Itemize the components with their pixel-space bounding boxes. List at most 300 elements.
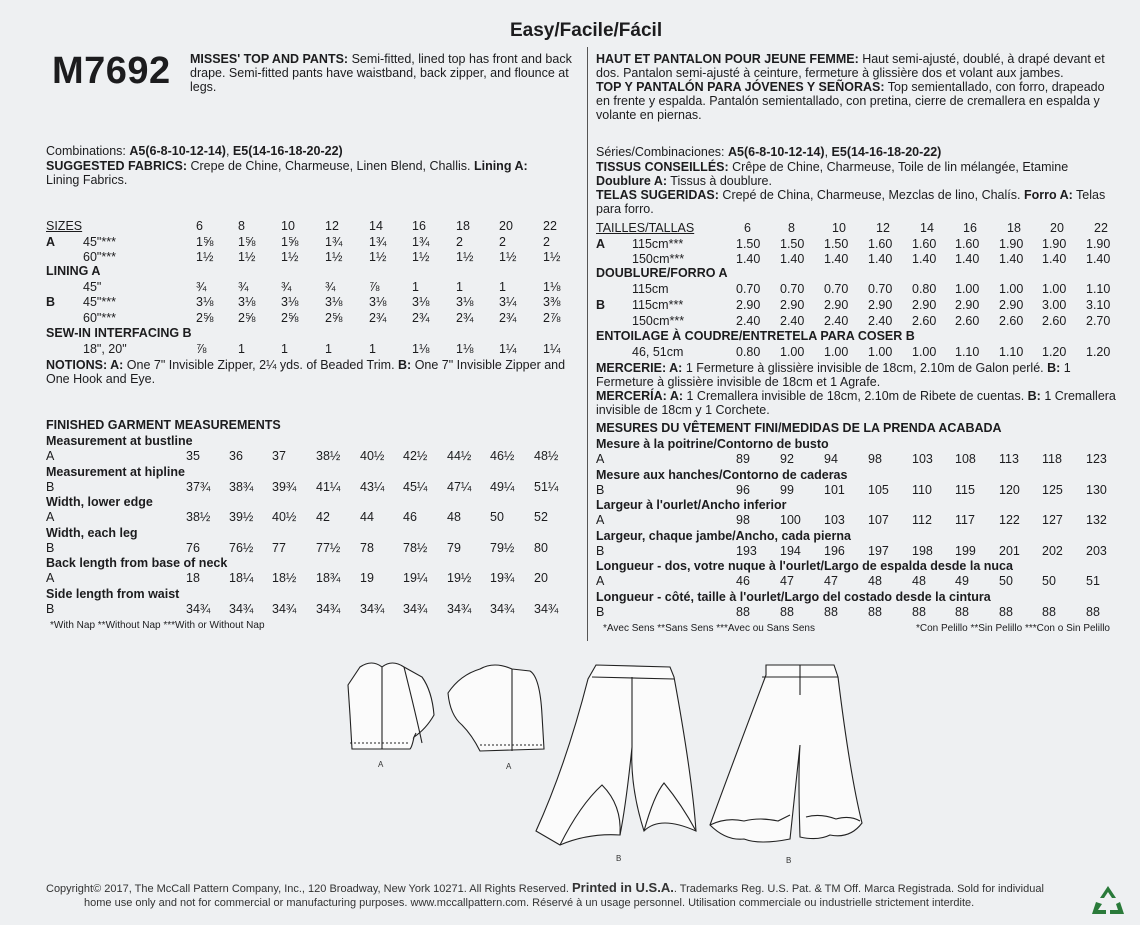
fr-row-width: 46, 51cm	[632, 345, 684, 359]
fr-measure-cell: 127	[1042, 513, 1063, 528]
en-fabrics: SUGGESTED FABRICS: Crepe de Chine, Charmeuse, Linen Blend, Challis. Lining A: Lining Fabrics.	[46, 159, 528, 187]
en-measure-cell: 43¼	[360, 479, 385, 494]
fr-yardage-cell: 1.90	[1042, 237, 1067, 251]
en-measure-view: A	[46, 449, 55, 463]
fr-size-header-18: 18	[1007, 221, 1021, 235]
en-yardage-cell: 1¼	[499, 342, 517, 356]
fr-measure-cell: 46	[736, 574, 750, 589]
en-yardage-cell: 1¼	[543, 342, 561, 356]
fr-yardage-cell: 1.50	[780, 237, 805, 251]
en-measure-cell: 38½	[186, 510, 211, 525]
size-header-6: 6	[196, 219, 203, 233]
fr-measure-cell: 197	[868, 543, 889, 558]
en-measure-cell: 48	[447, 510, 461, 525]
fr-measure-view: B	[596, 605, 605, 619]
fr-measure-cell: 199	[955, 543, 976, 558]
en-yardage-cell: 1½	[281, 250, 299, 264]
en-yardage-cell: 3¼	[499, 295, 517, 309]
fr-measure-cell: 98	[736, 513, 750, 528]
en-measure-cell: 42½	[403, 449, 428, 463]
fr-yardage-cell: 1.40	[912, 252, 937, 266]
en-measure-cell: 34¾	[360, 602, 385, 616]
fr-size-header-16: 16	[963, 221, 977, 235]
en-yardage-cell: 3⅜	[543, 295, 561, 309]
en-yardage-cell: ⅞	[369, 280, 380, 294]
fr-measure-cell: 88	[736, 605, 750, 619]
fr-measure-cell: 100	[780, 513, 801, 528]
en-measure-cell: 49¼	[490, 479, 515, 494]
fr-row-width: 115cm***	[632, 298, 684, 312]
fr-yardage-cell: 1.50	[736, 237, 761, 251]
fr-yardage-cell: 3.10	[1086, 298, 1111, 312]
fr-yardage-cell: 2.90	[780, 298, 805, 312]
fr-yardage-cell: 1.00	[780, 345, 805, 359]
en-yardage-cell: 2	[543, 235, 550, 249]
fr-yardage-cell: 2.40	[868, 314, 893, 328]
fr-row-view: ENTOILAGE À COUDRE/ENTRETELA PARA COSER B	[596, 329, 915, 343]
fr-measure-view: B	[596, 482, 605, 497]
fr-yardage-cell: 2.40	[736, 314, 761, 328]
en-measure-cell: 20	[534, 571, 548, 586]
fr-row-view: B	[596, 298, 606, 312]
fr-yardage-cell: 1.60	[955, 237, 980, 251]
fr-measure-cell: 49	[955, 574, 969, 589]
es-nap-note: *Con Pelillo **Sin Pelillo ***Con o Sin Pelillo	[916, 623, 1110, 634]
fr-yardage-cell: 2.40	[824, 314, 849, 328]
en-yardage-cell: 1⅝	[196, 235, 214, 249]
en-row-view: B	[46, 295, 56, 309]
en-measure-cell: 39½	[229, 510, 254, 525]
fr-measure-cell: 94	[824, 452, 838, 466]
en-measure-cell: 40½	[272, 510, 297, 525]
fr-finished-title: MESURES DU VÊTEMENT FINI/MEDIDAS DE LA PRENDA ACABADA	[596, 421, 1002, 435]
en-row-width: 60"***	[83, 250, 116, 264]
label-top-a-back: A	[506, 762, 512, 771]
en-yardage-cell: 3⅛	[281, 295, 299, 309]
copyright-line-1: Copyright© 2017, The McCall Pattern Company, Inc., 120 Broadway, New York 10271. All Rights Reserved. Printed in U.S.A.. Trademarks Reg. U.S. Pat. & TM Off. Marca Registrada. Sold for individual	[46, 880, 1044, 895]
en-row-width: 18", 20"	[83, 342, 127, 356]
fr-measure-cell: 201	[999, 543, 1020, 558]
en-yardage-cell: ¾	[238, 280, 249, 294]
en-measure-label: Measurement at hipline	[46, 464, 185, 479]
fr-measure-cell: 88	[955, 605, 969, 619]
en-measure-cell: 46	[403, 510, 417, 525]
fr-measure-cell: 50	[1042, 574, 1056, 589]
en-measure-cell: 44	[360, 510, 374, 525]
fr-yardage-cell: 1.00	[1042, 282, 1067, 296]
fr-measure-cell: 202	[1042, 543, 1063, 558]
en-yardage-cell: ¾	[325, 280, 336, 294]
fr-measure-cell: 103	[824, 513, 845, 528]
en-yardage-cell: 1⅛	[543, 280, 561, 294]
en-measure-label: Width, lower edge	[46, 495, 153, 510]
en-measure-cell: 18	[186, 571, 200, 586]
en-measure-cell: 39¾	[272, 479, 297, 494]
fr-yardage-cell: 0.70	[780, 282, 805, 296]
fr-yardage-cell: 1.10	[999, 345, 1024, 359]
fr-yardage-cell: 1.00	[912, 345, 937, 359]
en-yardage-cell: 2⅝	[238, 311, 256, 325]
size-header-10: 10	[281, 219, 295, 233]
fr-measure-label: Longueur - dos, votre nuque à l'ourlet/Largo de espalda desde la nuca	[596, 559, 1013, 574]
en-measure-view: B	[46, 602, 55, 616]
en-measure-cell: 50	[490, 510, 504, 525]
en-row-width: 45"***	[83, 235, 116, 249]
size-header-8: 8	[238, 219, 245, 233]
size-header-16: 16	[412, 219, 426, 233]
en-row-view: SEW-IN INTERFACING B	[46, 326, 192, 340]
en-measure-cell: 37	[272, 449, 286, 463]
fr-measure-cell: 132	[1086, 513, 1107, 528]
en-yardage-cell: 1	[281, 342, 288, 356]
en-row-width: 45"***	[83, 295, 116, 309]
en-yardage-cell: ⅞	[196, 342, 207, 356]
en-measure-cell: 45¼	[403, 479, 428, 494]
fr-measure-cell: 113	[999, 452, 1019, 466]
en-measure-view: B	[46, 479, 55, 494]
fr-yardage-cell: 0.80	[912, 282, 937, 296]
en-measure-cell: 18½	[272, 571, 297, 586]
en-measure-cell: 34¾	[316, 602, 341, 616]
fr-measure-cell: 112	[912, 513, 932, 528]
fr-yardage-cell: 2.90	[868, 298, 893, 312]
en-measure-cell: 79	[447, 540, 461, 555]
fr-measure-label: Largeur, chaque jambe/Ancho, cada pierna	[596, 528, 851, 543]
fr-yardage-cell: 2.40	[780, 314, 805, 328]
en-description: MISSES' TOP AND PANTS: Semi-fitted, lined top has front and back drape. Semi-fitted pants have waistband, back zipper, and flounce at legs.	[190, 52, 572, 94]
en-measure-cell: 34¾	[447, 602, 472, 616]
en-measure-cell: 52	[534, 510, 548, 525]
en-yardage-cell: 1⅛	[456, 342, 474, 356]
en-measure-cell: 34¾	[534, 602, 559, 616]
en-yardage-cell: 1⅝	[238, 235, 256, 249]
fr-measure-cell: 88	[999, 605, 1013, 619]
en-measure-cell: 42	[316, 510, 330, 525]
fr-measure-cell: 120	[999, 482, 1020, 497]
fr-measure-cell: 47	[780, 574, 794, 589]
en-yardage-cell: 1	[238, 342, 245, 356]
fr-measure-cell: 88	[1042, 605, 1056, 619]
en-yardage-cell: 1	[369, 342, 376, 356]
en-yardage-cell: 2⅝	[281, 311, 299, 325]
en-yardage-cell: 1½	[325, 250, 343, 264]
en-yardage-cell: ¾	[196, 280, 207, 294]
en-yardage-cell: ¾	[281, 280, 292, 294]
en-yardage-cell: 2¾	[412, 311, 430, 325]
fr-measure-cell: 115	[955, 482, 975, 497]
fr-measure-cell: 196	[824, 543, 845, 558]
fr-yardage-cell: 1.40	[868, 252, 893, 266]
fr-yardage-cell: 0.70	[736, 282, 761, 296]
en-yardage-cell: 2¾	[456, 311, 474, 325]
en-yardage-cell: 1⅛	[412, 342, 430, 356]
fr-size-header-6: 6	[744, 221, 751, 235]
fr-yardage-cell: 0.80	[736, 345, 761, 359]
fr-yardage-cell: 2.60	[1042, 314, 1067, 328]
en-measure-view: A	[46, 571, 55, 586]
fr-measure-cell: 118	[1042, 452, 1062, 466]
fr-measure-cell: 92	[780, 452, 794, 466]
fr-measure-cell: 117	[955, 513, 975, 528]
en-measure-cell: 34¾	[186, 602, 211, 616]
fr-yardage-cell: 1.40	[1042, 252, 1067, 266]
fr-measure-label: Mesure à la poitrine/Contorno de busto	[596, 437, 829, 451]
top-a-front-drawing	[348, 663, 434, 749]
size-header-12: 12	[325, 219, 339, 233]
en-yardage-cell: 3⅛	[369, 295, 387, 309]
fr-measure-view: B	[596, 543, 605, 558]
en-measure-cell: 40½	[360, 449, 385, 463]
fr-measure-cell: 203	[1086, 543, 1107, 558]
en-measure-cell: 38¾	[229, 479, 254, 494]
fr-fabrics: TISSUS CONSEILLÉS: Crêpe de Chine, Charmeuse, Toile de lin mélangée, Etamine Doublure A: Tissus à doublure. TELAS SUGERIDAS: Crepé de China, Charmeuse, Mezclas de lino, Chalís. Forro A: Telas para forro.	[596, 160, 1106, 216]
en-measure-cell: 77	[272, 540, 286, 555]
size-header-14: 14	[369, 219, 383, 233]
en-measure-cell: 35	[186, 449, 200, 463]
fr-measure-cell: 89	[736, 452, 750, 466]
fr-combinations: Séries/Combinaciones: A5(6-8-10-12-14), E5(14-16-18-20-22)	[596, 145, 942, 159]
en-measure-cell: 51¼	[534, 479, 559, 494]
fr-measure-cell: 98	[868, 452, 882, 466]
en-yardage-cell: 1	[412, 280, 419, 294]
fr-yardage-cell: 3.00	[1042, 298, 1067, 312]
fr-row-view: A	[596, 237, 606, 251]
fr-yardage-cell: 2.90	[999, 298, 1024, 312]
fr-size-header-8: 8	[788, 221, 795, 235]
size-header-18: 18	[456, 219, 470, 233]
en-yardage-cell: 3⅛	[456, 295, 474, 309]
en-yardage-cell: 1½	[196, 250, 214, 264]
en-yardage-cell: 1	[456, 280, 463, 294]
fr-yardage-cell: 0.70	[868, 282, 893, 296]
en-measure-cell: 78½	[403, 540, 428, 555]
top-a-back-drawing	[448, 665, 544, 751]
en-measure-cell: 19	[360, 571, 374, 586]
en-yardage-cell: 1	[499, 280, 506, 294]
garment-illustrations	[330, 655, 870, 865]
en-row-width: 45"	[83, 280, 102, 294]
label-pants-b-back: B	[786, 856, 792, 865]
fr-measure-cell: 108	[955, 452, 976, 466]
fr-measure-cell: 99	[780, 482, 794, 497]
fr-yardage-cell: 1.10	[955, 345, 980, 359]
fr-yardage-cell: 1.60	[868, 237, 893, 251]
fr-yardage-cell: 1.20	[1086, 345, 1111, 359]
en-measure-label: Side length from waist	[46, 587, 180, 601]
en-yardage-cell: 2	[499, 235, 506, 249]
fr-size-header-22: 22	[1094, 221, 1108, 235]
en-yardage-cell: 3⅛	[325, 295, 343, 309]
en-measure-cell: 34¾	[272, 602, 297, 616]
en-yardage-cell: 3⅛	[412, 295, 430, 309]
label-top-a: A	[378, 760, 384, 769]
fr-sizes-label: TAILLES/TALLAS	[596, 221, 695, 235]
en-measure-label: Measurement at bustline	[46, 434, 193, 448]
en-measure-cell: 19¾	[490, 571, 515, 586]
fr-measure-cell: 96	[736, 482, 750, 497]
column-divider	[587, 47, 588, 641]
pattern-number: M7692	[52, 50, 171, 92]
fr-measure-cell: 125	[1042, 482, 1063, 497]
fr-measure-view: A	[596, 513, 605, 528]
fr-yardage-cell: 2.70	[1086, 314, 1111, 328]
fr-measure-cell: 122	[999, 513, 1020, 528]
copyright-line-2: home use only and not for commercial or manufacturing purposes. www.mccallpattern.com. Réservé à un usage personnel. Utilisation commerciale ou industrielle strictement interdite.	[84, 897, 975, 909]
recycle-icon	[1090, 884, 1126, 918]
fr-measure-cell: 48	[868, 574, 882, 589]
fr-yardage-cell: 1.90	[999, 237, 1024, 251]
en-measure-cell: 18¼	[229, 571, 254, 586]
en-measure-view: B	[46, 540, 55, 555]
fr-measure-cell: 107	[868, 513, 889, 528]
en-measure-cell: 76½	[229, 540, 254, 555]
en-measure-cell: 77½	[316, 540, 341, 555]
en-yardage-cell: 1⅝	[281, 235, 299, 249]
en-measure-cell: 79½	[490, 540, 515, 555]
fr-row-width: 115cm	[632, 282, 669, 296]
fr-row-view: DOUBLURE/FORRO A	[596, 266, 728, 280]
fr-measure-cell: 50	[999, 574, 1013, 589]
fr-yardage-cell: 1.40	[1086, 252, 1111, 266]
en-yardage-cell: 2¾	[369, 311, 387, 325]
fr-yardage-cell: 0.70	[824, 282, 849, 296]
fr-yardage-cell: 1.00	[955, 282, 980, 296]
en-measure-label: Width, each leg	[46, 525, 138, 540]
size-header-22: 22	[543, 219, 557, 233]
fr-yardage-cell: 2.90	[912, 298, 937, 312]
difficulty-label: Easy/Facile/Fácil	[510, 20, 663, 41]
fr-yardage-cell: 2.90	[736, 298, 761, 312]
size-header-20: 20	[499, 219, 513, 233]
fr-yardage-cell: 1.10	[1086, 282, 1111, 296]
en-yardage-cell: 1¾	[412, 235, 430, 249]
fr-yardage-cell: 2.60	[912, 314, 937, 328]
en-yardage-cell: 1½	[456, 250, 474, 264]
en-measure-cell: 44½	[447, 449, 472, 463]
en-yardage-cell: 1	[325, 342, 332, 356]
en-yardage-cell: 2	[456, 235, 463, 249]
en-yardage-cell: 1½	[238, 250, 256, 264]
fr-yardage-cell: 1.40	[736, 252, 761, 266]
en-yardage-cell: 2¾	[499, 311, 517, 325]
en-measure-cell: 76	[186, 540, 200, 555]
fr-measure-cell: 88	[868, 605, 882, 619]
fr-measure-label: Largeur à l'ourlet/Ancho inferior	[596, 498, 787, 513]
fr-yardage-cell: 1.50	[824, 237, 849, 251]
fr-yardage-cell: 1.60	[912, 237, 937, 251]
en-row-view: LINING A	[46, 264, 101, 278]
en-measure-cell: 38½	[316, 449, 341, 463]
fr-yardage-cell: 1.90	[1086, 237, 1111, 251]
en-measure-view: A	[46, 510, 55, 525]
fr-yardage-cell: 1.40	[824, 252, 849, 266]
fr-size-header-14: 14	[920, 221, 934, 235]
en-measure-label: Back length from base of neck	[46, 556, 228, 571]
en-finished-title: FINISHED GARMENT MEASUREMENTS	[46, 418, 281, 432]
fr-measure-cell: 110	[912, 482, 932, 497]
fr-measure-cell: 198	[912, 543, 933, 558]
fr-measure-cell: 193	[736, 543, 757, 558]
fr-yardage-cell: 1.00	[868, 345, 893, 359]
en-measure-cell: 78	[360, 540, 374, 555]
en-measure-cell: 19½	[447, 571, 472, 586]
fr-yardage-cell: 2.60	[955, 314, 980, 328]
pants-b-back-drawing	[710, 665, 862, 842]
en-measure-cell: 47¼	[447, 479, 472, 494]
en-measure-cell: 80	[534, 540, 548, 555]
en-combinations: Combinations: A5(6-8-10-12-14), E5(14-16-18-20-22)	[46, 144, 343, 158]
fr-yardage-cell: 2.90	[955, 298, 980, 312]
fr-measure-view: A	[596, 574, 605, 589]
en-row-width: 60"***	[83, 311, 116, 325]
fr-measure-cell: 88	[824, 605, 838, 619]
en-yardage-cell: 2⅝	[196, 311, 214, 325]
en-measure-cell: 46½	[490, 449, 515, 463]
fr-es-description: HAUT ET PANTALON POUR JEUNE FEMME: Haut semi-ajusté, doublé, à drapé devant et dos. Pantalon semi-ajusté à ceinture, fermeture à glissière dos et volant aux jambes. TOP Y PANTALÓN PARA JÓVENES Y SEÑORAS: Top semientallado, con forro, drapeado en frente y espalda. Pantalón semientallado, con pretina, cierre de cremallera en espalda y volante en piernas.	[596, 52, 1105, 122]
fr-measure-cell: 101	[824, 482, 845, 497]
pants-b-front-drawing	[536, 665, 696, 845]
en-yardage-cell: 3⅛	[238, 295, 256, 309]
en-yardage-cell: 1½	[543, 250, 561, 264]
fr-yardage-cell: 1.40	[999, 252, 1024, 266]
fr-yardage-cell: 1.40	[955, 252, 980, 266]
fr-yardage-cell: 1.00	[824, 345, 849, 359]
fr-measure-cell: 130	[1086, 482, 1107, 497]
fr-measure-cell: 88	[780, 605, 794, 619]
en-measure-cell: 34¾	[490, 602, 515, 616]
en-nap-note: *With Nap **Without Nap ***With or Without Nap	[50, 620, 265, 631]
en-yardage-cell: 1¾	[325, 235, 343, 249]
fr-yardage-cell: 2.90	[824, 298, 849, 312]
fr-measure-cell: 103	[912, 452, 933, 466]
fr-measure-cell: 88	[1086, 605, 1100, 619]
en-notions: NOTIONS: A: One 7" Invisible Zipper, 2¼ yds. of Beaded Trim. B: One 7" Invisible Zipper and One Hook and Eye.	[46, 358, 566, 386]
fr-row-width: 115cm***	[632, 237, 684, 251]
en-row-view: A	[46, 235, 56, 249]
fr-measure-label: Mesure aux hanches/Contorno de caderas	[596, 467, 848, 482]
fr-notions: MERCERIE: A: 1 Fermeture à glissière invisible de 18cm, 2.10m de Galon perlé. B: 1 Fermeture à glissière invisible de 18cm et 1 Agrafe. MERCERÍA: A: 1 Cremallera invisible de 18cm, 2.10m de Ribete de cuentas. B: 1 Cremallera invisible de 18cm y 1 Corchete.	[596, 361, 1116, 417]
en-yardage-cell: 3⅛	[196, 295, 214, 309]
fr-measure-label: Longueur - côté, taille à l'ourlet/Largo del costado desde la cintura	[596, 590, 991, 604]
fr-row-width: 150cm***	[632, 314, 685, 328]
en-yardage-cell: 1½	[412, 250, 430, 264]
fr-yardage-cell: 2.60	[999, 314, 1024, 328]
en-sizes-label: SIZES	[46, 219, 83, 233]
fr-yardage-cell: 1.20	[1042, 345, 1067, 359]
fr-size-header-20: 20	[1050, 221, 1064, 235]
fr-measure-cell: 194	[780, 543, 801, 558]
fr-measure-cell: 88	[912, 605, 926, 619]
en-yardage-cell: 1¾	[369, 235, 387, 249]
fr-nap-note: *Avec Sens **Sans Sens ***Avec ou Sans Sens	[603, 623, 815, 634]
fr-row-width: 150cm***	[632, 252, 685, 266]
fr-yardage-cell: 1.40	[780, 252, 805, 266]
fr-measure-view: A	[596, 452, 605, 466]
en-yardage-cell: 1½	[499, 250, 517, 264]
en-measure-cell: 34¾	[403, 602, 428, 616]
en-measure-cell: 34¾	[229, 602, 254, 616]
fr-measure-cell: 123	[1086, 452, 1107, 466]
en-yardage-cell: 2⅝	[325, 311, 343, 325]
en-measure-cell: 41¼	[316, 479, 341, 494]
en-measure-cell: 37¾	[186, 479, 211, 494]
en-measure-cell: 48½	[534, 449, 559, 463]
fr-yardage-cell: 1.00	[999, 282, 1024, 296]
fr-size-header-10: 10	[832, 221, 846, 235]
fr-size-header-12: 12	[876, 221, 890, 235]
fr-measure-cell: 47	[824, 574, 838, 589]
label-pants-b: B	[616, 854, 622, 863]
